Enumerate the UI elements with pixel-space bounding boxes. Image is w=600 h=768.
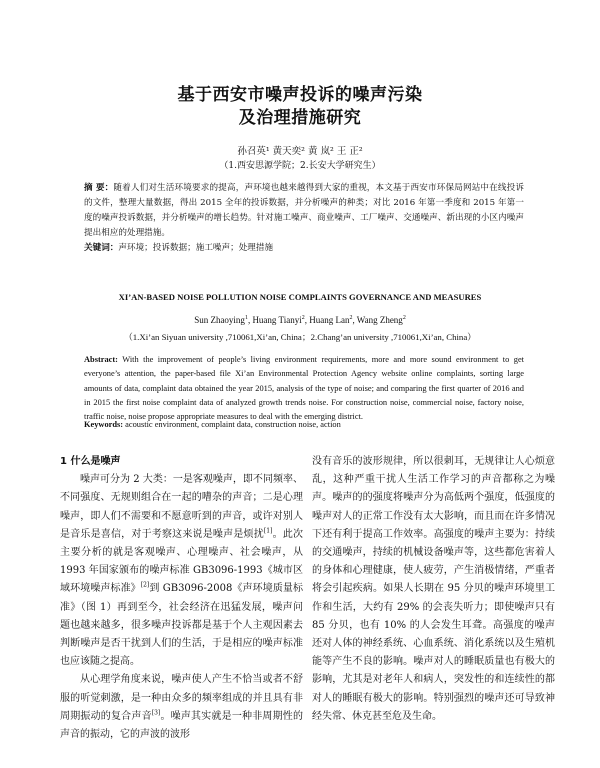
body-column-right (312, 453, 555, 726)
paragraph-2-part-a: 从心理学角度来说，噪声使人产生不恰当或者不舒服的听觉刺激，是一种由众多的频率组成的并且具有非周期振动的复合声音 (60, 674, 303, 722)
paragraph-2 (60, 671, 303, 744)
citation-1: [1] (263, 527, 273, 535)
abstract-cn (84, 181, 524, 241)
abstract-en-label: Abstract: (84, 355, 118, 364)
keywords-en-label: Keywords: (84, 420, 124, 429)
abstract-cn-label: 摘 要： (84, 183, 114, 193)
abstract-en-text: With the improvement of people’s living environment requirements, more and more sound environment to get everyone’s attention, the paper-based file Xi’an Environmental Protection Agency website online complaints, sorting large amounts of data, complaint data obtained the year 2015, analysis of the type of noise; and comparing the first quarter of 2016 and in 2015 the first noise complaint data of analyzed growth trends noise. For construction noise, commercial noise, factory noise, traffic noise, noise propose appropriate measures to deal with the emerging district. (84, 355, 524, 422)
citation-3: [3] (151, 709, 161, 717)
keywords-cn-text: 声环境；投诉数据；施工噪声；处理措施 (118, 243, 274, 253)
affiliation-cn: （1.西安思源学院；2.长安大学研究生） (219, 161, 381, 171)
paragraph-2-continued: 没有音乐的波形规律，所以很刺耳，无规律让人心烦意乱，这种严重干扰人生活工作学习的声音都称之为噪声。噪声的的强度将噪声分为高低两个强度，低强度的噪声对人的正常工作没有太大影响，而且而在许多情况下还有利于提高工作效率。高强度的噪声主要为：持续的交通噪声，持续的机械设备噪声等，这些都危害着人的身体和心理健康，使人疲劳，产生消极情绪，严重者将会引起疾病。如果人长期在 95 分贝的噪声环境里工作和生活，大约有 29% 的会丧失听力；即使噪声只有 85 分贝，也有 10% 的人会发生耳聋。高强度的噪声还对人体的神经系统、心血系统、消化系统以及生殖机能等产生不良的影响。噪声对人的睡眠质量也有极大的影响，尤其是对老年人和病人，突发性的和连续性的都对人的睡眠有极大的影响。特别强烈的噪声还可导致神经失常、休克甚至危及生命。 (312, 456, 555, 722)
keywords-en (84, 418, 524, 432)
author-en-3-sup: 2 (349, 315, 353, 321)
paragraph-1-part-a: 噪声可分为 2 大类：一是客观噪声，即不同频率、不同强度、无规则组合在一起的嘈杂的声音；二是心理噪声，即人们不需要和不愿意听到的声音，或许对别人是音乐是喜信，对于考察这来说是噪声是烦扰 (60, 474, 303, 540)
author-en-2: Huang Tianyi (252, 315, 302, 325)
author-en-1: Sun Zhaoying (194, 315, 245, 325)
keywords-en-text: acoustic environment, complaint data, construction noise, action (125, 420, 341, 429)
authors-cn: 孙召英¹ 黄天奕² 黄 岚² 王 正² (237, 146, 363, 157)
paragraph-1-part-b: 。此次主要分析的就是客观噪声、心理噪声、社会噪声，从 1993 年国家颁布的噪声标准 GB3096-1993《城市区域环境噪声标准》 (60, 528, 304, 595)
authors-en: Sun Zhaoying$^1$, Huang Tianyi$^2$, Huang Lan$^2$, Wang Zheng$^2$ (194, 315, 406, 325)
paragraph-2-part-b: 。噪声其实就是一种非周期性的声音的振动，它的声波的波形 (60, 710, 304, 741)
paper-title-line-2: 及治理措施研究 (238, 108, 362, 128)
author-en-3: Huang Lan (309, 315, 350, 325)
author-en-2-sup: 2 (301, 315, 305, 321)
keywords-cn (84, 241, 524, 256)
author-en-4-sup: 2 (402, 315, 406, 321)
section-heading-1: 1 什么是噪声 (60, 456, 121, 467)
keywords-cn-label: 关键词： (84, 243, 119, 253)
abstract-en (84, 353, 524, 424)
author-en-1-sup: 1 (244, 315, 248, 321)
abstract-cn-text: 随着人们对生活环境要求的提高，声环境也越来越得到大家的重视，本文基于西安市环保局网站中在线投诉的文件，整理大量数据，得出 2015 全年的投诉数据，并分析噪声的种类；对比 2016 年第一季度和 2015 年第一度的噪声投诉数据，并分析噪声的增长趋势。针对施工噪声、商业噪声、工厂噪声、交通噪声、新出现的小区内噪声提出相应的处理措施。 (84, 183, 524, 238)
paragraph-1-part-c: 到 GB3096-2008《声环境质量标准》（图 1）再到至今，社会经济在迅猛发展，噪声问题也越来越多，很多噪声投诉都是基于个人主观因素去判断噪声是否干扰到人们的生活，于是相应的噪声标准也应该随之提高。 (60, 583, 304, 668)
affiliation-en: （1.Xi’an Siyuan university ,710061,Xi’an, China；2.Chang’an university ,710061,Xi’an, China） (123, 332, 477, 342)
citation-2: [2] (140, 582, 150, 590)
paragraph-1 (60, 471, 303, 671)
author-en-4: Wang Zheng (356, 315, 403, 325)
paper-title-en: XI’AN-BASED NOISE POLLUTION NOISE COMPLAINTS GOVERNANCE AND MEASURES (118, 292, 482, 302)
paper-title-line-1: 基于西安市噪声投诉的噪声污染 (177, 85, 423, 105)
body-column-left (60, 453, 303, 744)
